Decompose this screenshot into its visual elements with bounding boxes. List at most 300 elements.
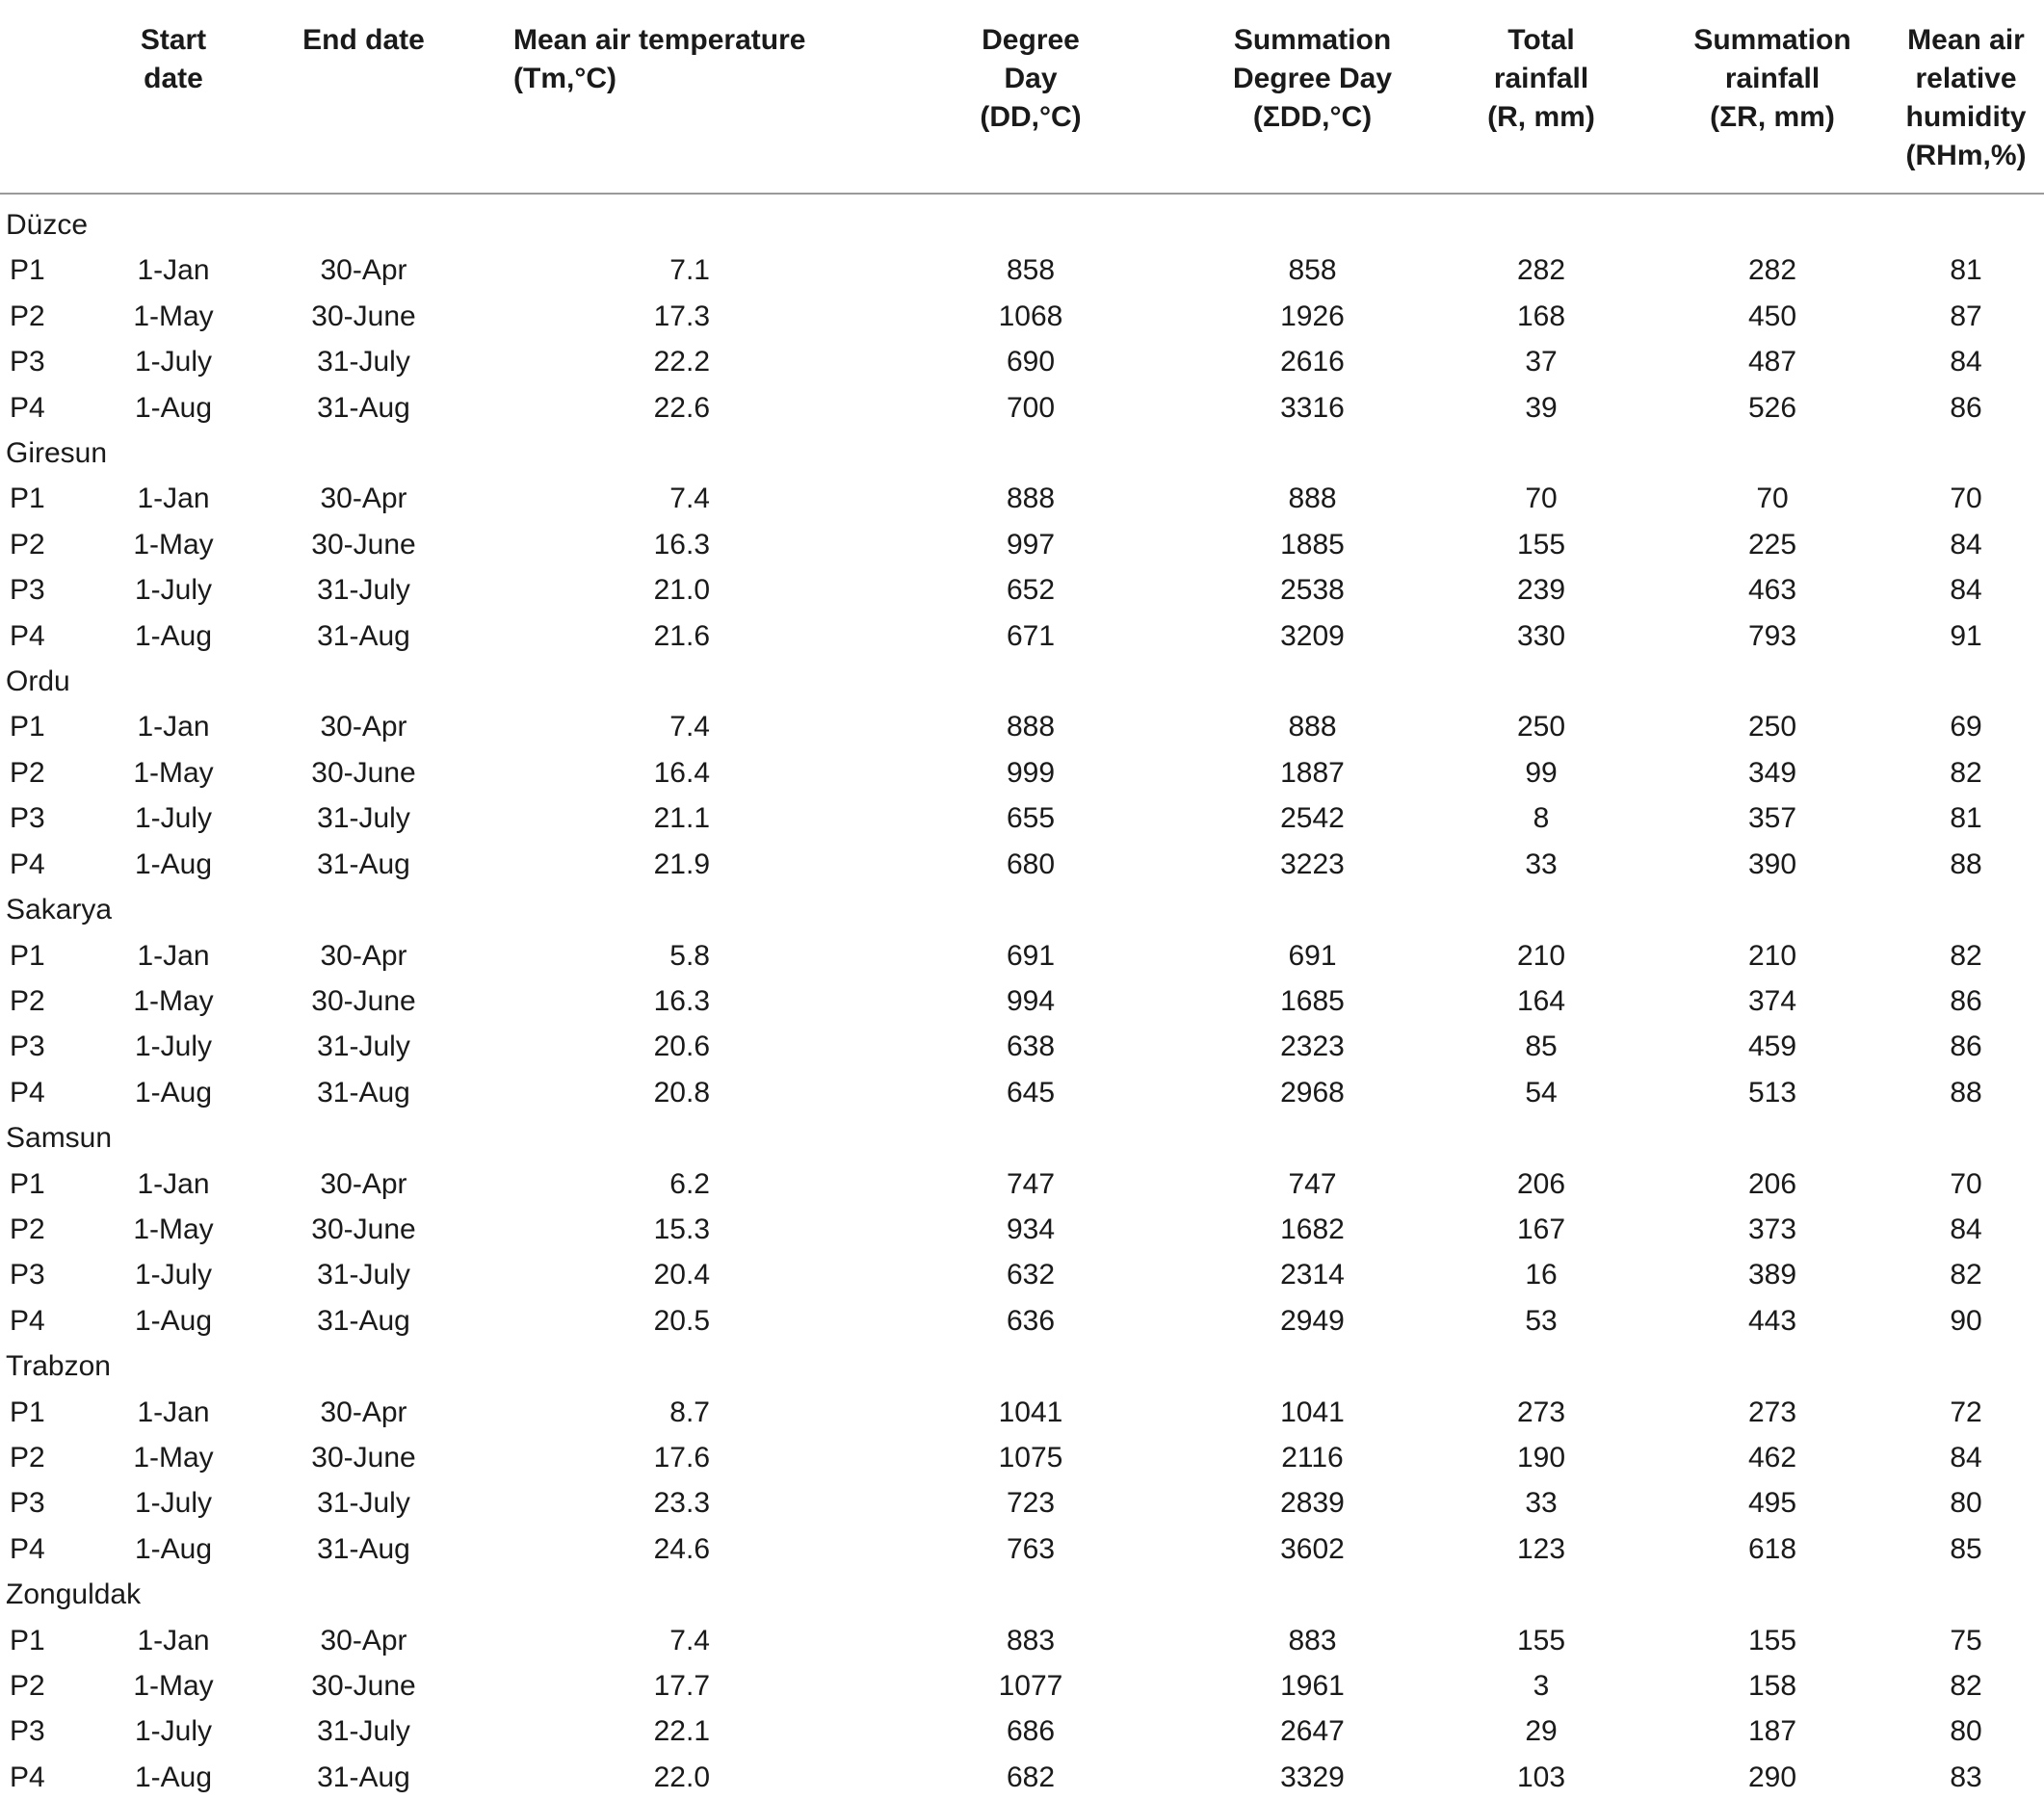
table-row [0, 613, 2044, 659]
table-row [0, 1207, 2044, 1252]
total-rainfall-cell: 167 [1516, 1213, 1566, 1245]
table-row [0, 522, 2044, 567]
summation-rainfall-cell: 443 [1747, 1304, 1797, 1337]
start-date-cell: 1-May [133, 1441, 214, 1474]
summation-rainfall-cell: 450 [1747, 300, 1797, 332]
degree-day-cell: 1075 [998, 1441, 1063, 1474]
table-row [0, 476, 2044, 521]
end-date-cell: 30-Apr [320, 1167, 407, 1200]
degree-day-cell: 888 [1006, 711, 1056, 743]
summation-degree-day-cell: 691 [1288, 939, 1337, 972]
period-cell: P1 [10, 254, 45, 287]
province-name: Trabzon [6, 1350, 111, 1383]
relative-humidity-cell: 69 [1950, 711, 1982, 743]
start-date-cell: 1-Aug [134, 619, 213, 652]
start-date-cell: 1-May [133, 984, 214, 1017]
summation-rainfall-cell: 210 [1747, 939, 1797, 972]
start-date-cell: 1-Jan [137, 1167, 210, 1200]
table-row [0, 750, 2044, 796]
table-row [0, 1663, 2044, 1709]
summation-rainfall-cell: 495 [1747, 1487, 1797, 1520]
header-summation-rainfall [1657, 0, 1888, 194]
relative-humidity-cell: 90 [1950, 1304, 1982, 1337]
period-cell: P4 [10, 1076, 45, 1109]
summation-rainfall-cell: 206 [1747, 1167, 1797, 1200]
total-rainfall-cell: 70 [1525, 483, 1558, 515]
relative-humidity-cell: 85 [1950, 1532, 1982, 1565]
mean-temperature-cell: 21.6 [653, 619, 710, 652]
table-row [0, 385, 2044, 430]
summation-rainfall-cell: 487 [1747, 346, 1797, 378]
group-row [0, 1115, 2044, 1161]
degree-day-cell: 747 [1006, 1167, 1056, 1200]
table-row [0, 1480, 2044, 1526]
end-date-cell: 31-Aug [317, 1304, 410, 1337]
group-row [0, 659, 2044, 704]
mean-temperature-cell: 6.2 [669, 1167, 710, 1200]
total-rainfall-cell: 29 [1525, 1715, 1558, 1748]
degree-day-cell: 690 [1006, 346, 1056, 378]
summation-degree-day-cell: 888 [1288, 483, 1337, 515]
group-row [0, 1343, 2044, 1389]
total-rainfall-cell: 39 [1525, 391, 1558, 424]
header-summation-degree-day [1199, 0, 1426, 194]
summation-rainfall-cell: 526 [1747, 391, 1797, 424]
period-cell: P4 [10, 1761, 45, 1793]
start-date-cell: 1-May [133, 528, 214, 561]
header-mean-relative-humidity [1888, 0, 2044, 194]
total-rainfall-cell: 210 [1516, 939, 1566, 972]
relative-humidity-cell: 75 [1950, 1624, 1982, 1657]
table-row [0, 978, 2044, 1024]
period-cell: P3 [10, 1030, 45, 1063]
summation-rainfall-cell: 513 [1747, 1076, 1797, 1109]
degree-day-cell: 645 [1006, 1076, 1056, 1109]
summation-rainfall-cell: 618 [1747, 1532, 1797, 1565]
summation-degree-day-cell: 883 [1288, 1624, 1337, 1657]
period-cell: P2 [10, 984, 45, 1017]
header-line: rainfall [1724, 63, 1821, 94]
mean-temperature-cell: 22.1 [653, 1715, 710, 1748]
degree-day-cell: 888 [1006, 483, 1056, 515]
summation-degree-day-cell: 2116 [1281, 1441, 1344, 1474]
relative-humidity-cell: 86 [1950, 391, 1982, 424]
province-name: Ordu [6, 665, 70, 698]
group-row [0, 194, 2044, 248]
end-date-cell: 30-June [311, 1670, 416, 1702]
period-cell: P2 [10, 1213, 45, 1245]
total-rainfall-cell: 155 [1516, 1624, 1566, 1657]
degree-day-cell: 934 [1006, 1213, 1056, 1245]
end-date-cell: 31-July [317, 802, 410, 835]
end-date-cell: 30-Apr [320, 1624, 407, 1657]
summation-rainfall-cell: 187 [1747, 1715, 1797, 1748]
mean-temperature-cell: 8.7 [669, 1396, 710, 1428]
summation-degree-day-cell: 2949 [1280, 1304, 1345, 1337]
relative-humidity-cell: 81 [1950, 254, 1982, 287]
summation-degree-day-cell: 3223 [1280, 848, 1345, 880]
end-date-cell: 30-Apr [320, 254, 407, 287]
summation-rainfall-cell: 155 [1747, 1624, 1797, 1657]
header-line: (DD,°C) [980, 101, 1082, 133]
start-date-cell: 1-July [134, 346, 213, 378]
degree-day-cell: 700 [1006, 391, 1056, 424]
group-row [0, 1572, 2044, 1617]
total-rainfall-cell: 33 [1525, 848, 1558, 880]
table-row [0, 796, 2044, 841]
start-date-cell: 1-Jan [137, 254, 210, 287]
header-line: (ΣR, mm) [1710, 101, 1835, 133]
mean-temperature-cell: 20.4 [653, 1259, 710, 1291]
summation-rainfall-cell: 374 [1747, 984, 1797, 1017]
mean-temperature-cell: 22.0 [653, 1761, 710, 1793]
mean-temperature-cell: 16.3 [653, 984, 710, 1017]
table-row [0, 1252, 2044, 1297]
total-rainfall-cell: 54 [1525, 1076, 1558, 1109]
relative-humidity-cell: 84 [1950, 346, 1982, 378]
period-cell: P3 [10, 1715, 45, 1748]
relative-humidity-cell: 91 [1950, 619, 1982, 652]
degree-day-cell: 671 [1006, 619, 1056, 652]
relative-humidity-cell: 84 [1950, 528, 1982, 561]
table-row [0, 248, 2044, 293]
total-rainfall-cell: 168 [1516, 300, 1566, 332]
header-line: End date [302, 24, 425, 56]
start-date-cell: 1-Jan [137, 1396, 210, 1428]
start-date-cell: 1-Aug [134, 1076, 213, 1109]
relative-humidity-cell: 87 [1950, 300, 1982, 332]
mean-temperature-cell: 20.5 [653, 1304, 710, 1337]
table-row [0, 1070, 2044, 1115]
total-rainfall-cell: 8 [1533, 802, 1550, 835]
period-cell: P4 [10, 391, 45, 424]
summation-rainfall-cell: 70 [1756, 483, 1789, 515]
table-row [0, 567, 2044, 613]
mean-temperature-cell: 21.1 [653, 802, 710, 835]
mean-temperature-cell: 17.6 [653, 1441, 710, 1474]
degree-day-cell: 655 [1006, 802, 1056, 835]
start-date-cell: 1-Aug [134, 1532, 213, 1565]
degree-day-cell: 997 [1006, 528, 1056, 561]
period-cell: P1 [10, 483, 45, 515]
header-line: Degree Day [1232, 63, 1393, 94]
summation-degree-day-cell: 1961 [1280, 1670, 1345, 1702]
province-name: Düzce [6, 209, 89, 241]
table-row [0, 704, 2044, 749]
end-date-cell: 30-June [311, 756, 416, 789]
header-line: Summation [1693, 24, 1851, 56]
summation-rainfall-cell: 158 [1747, 1670, 1797, 1702]
relative-humidity-cell: 72 [1950, 1396, 1982, 1428]
mean-temperature-cell: 23.3 [653, 1487, 710, 1520]
degree-day-cell: 652 [1006, 574, 1056, 607]
table-row [0, 842, 2044, 887]
summation-rainfall-cell: 793 [1747, 619, 1797, 652]
total-rainfall-cell: 330 [1516, 619, 1566, 652]
summation-degree-day-cell: 3329 [1280, 1761, 1345, 1793]
degree-day-cell: 686 [1006, 1715, 1056, 1748]
degree-day-cell: 1068 [998, 300, 1063, 332]
table-row [0, 1709, 2044, 1754]
period-cell: P1 [10, 1167, 45, 1200]
total-rainfall-cell: 85 [1525, 1030, 1558, 1063]
summation-rainfall-cell: 357 [1747, 802, 1797, 835]
total-rainfall-cell: 155 [1516, 528, 1566, 561]
summation-degree-day-cell: 1682 [1280, 1213, 1345, 1245]
period-cell: P3 [10, 802, 45, 835]
start-date-cell: 1-Jan [137, 939, 210, 972]
relative-humidity-cell: 86 [1950, 1030, 1982, 1063]
summation-degree-day-cell: 1926 [1280, 300, 1345, 332]
header-line: Day [1004, 63, 1058, 94]
total-rainfall-cell: 250 [1516, 711, 1566, 743]
relative-humidity-cell: 80 [1950, 1487, 1982, 1520]
table-row [0, 339, 2044, 384]
header-line: humidity [1905, 101, 2027, 133]
table-row [0, 933, 2044, 978]
mean-temperature-cell: 7.4 [669, 483, 710, 515]
total-rainfall-cell: 190 [1516, 1441, 1566, 1474]
start-date-cell: 1-May [133, 1670, 214, 1702]
summation-rainfall-cell: 273 [1747, 1396, 1797, 1428]
start-date-cell: 1-May [133, 756, 214, 789]
end-date-cell: 31-July [317, 1259, 410, 1291]
total-rainfall-cell: 239 [1516, 574, 1566, 607]
period-cell: P1 [10, 939, 45, 972]
mean-temperature-cell: 21.9 [653, 848, 710, 880]
period-cell: P2 [10, 1670, 45, 1702]
mean-temperature-cell: 20.6 [653, 1030, 710, 1063]
summation-degree-day-cell: 1041 [1280, 1396, 1345, 1428]
summation-degree-day-cell: 888 [1288, 711, 1337, 743]
summation-degree-day-cell: 2323 [1280, 1030, 1345, 1063]
end-date-cell: 31-July [317, 574, 410, 607]
table-row [0, 1161, 2044, 1207]
relative-humidity-cell: 82 [1950, 1259, 1982, 1291]
end-date-cell: 30-June [311, 1213, 416, 1245]
start-date-cell: 1-July [134, 1030, 213, 1063]
period-cell: P2 [10, 756, 45, 789]
degree-day-cell: 638 [1006, 1030, 1056, 1063]
total-rainfall-cell: 273 [1516, 1396, 1566, 1428]
total-rainfall-cell: 206 [1516, 1167, 1566, 1200]
period-cell: P3 [10, 1487, 45, 1520]
start-date-cell: 1-July [134, 802, 213, 835]
table-row [0, 1755, 2044, 1800]
mean-temperature-cell: 15.3 [653, 1213, 710, 1245]
table-row [0, 1298, 2044, 1343]
mean-temperature-cell: 24.6 [653, 1532, 710, 1565]
summation-degree-day-cell: 3602 [1280, 1532, 1345, 1565]
mean-temperature-cell: 16.4 [653, 756, 710, 789]
end-date-cell: 30-June [311, 300, 416, 332]
start-date-cell: 1-Aug [134, 391, 213, 424]
degree-day-cell: 763 [1006, 1532, 1056, 1565]
degree-day-cell: 723 [1006, 1487, 1056, 1520]
header-line: Degree [982, 24, 1080, 56]
summation-degree-day-cell: 2538 [1280, 574, 1345, 607]
relative-humidity-cell: 82 [1950, 1670, 1982, 1702]
group-row [0, 887, 2044, 932]
mean-temperature-cell: 7.4 [669, 711, 710, 743]
summation-degree-day-cell: 1885 [1280, 528, 1345, 561]
table-row [0, 294, 2044, 339]
table-body [0, 194, 2044, 1800]
header-start-date [106, 0, 241, 194]
period-cell: P4 [10, 619, 45, 652]
start-date-cell: 1-May [133, 300, 214, 332]
end-date-cell: 31-Aug [317, 848, 410, 880]
summation-rainfall-cell: 282 [1747, 254, 1797, 287]
period-cell: P4 [10, 848, 45, 880]
start-date-cell: 1-July [134, 1487, 213, 1520]
end-date-cell: 30-Apr [320, 939, 407, 972]
header-line: Mean air temperature (Tm,°C) [513, 24, 806, 94]
relative-humidity-cell: 88 [1950, 1076, 1982, 1109]
summation-rainfall-cell: 389 [1747, 1259, 1797, 1291]
summation-rainfall-cell: 373 [1747, 1213, 1797, 1245]
group-row [0, 430, 2044, 476]
header-line: (R, mm) [1487, 101, 1595, 133]
end-date-cell: 31-July [317, 346, 410, 378]
province-name: Sakarya [6, 894, 113, 926]
period-cell: P2 [10, 300, 45, 332]
summation-degree-day-cell: 2616 [1280, 346, 1345, 378]
period-cell: P3 [10, 1259, 45, 1291]
start-date-cell: 1-July [134, 1715, 213, 1748]
period-cell: P2 [10, 528, 45, 561]
mean-temperature-cell: 22.6 [653, 391, 710, 424]
table-row [0, 1390, 2044, 1435]
summation-degree-day-cell: 2542 [1280, 802, 1345, 835]
degree-day-cell: 1041 [998, 1396, 1063, 1428]
total-rainfall-cell: 103 [1516, 1761, 1566, 1793]
end-date-cell: 30-Apr [320, 483, 407, 515]
end-date-cell: 30-June [311, 528, 416, 561]
end-date-cell: 31-Aug [317, 1076, 410, 1109]
mean-temperature-cell: 7.4 [669, 1624, 710, 1657]
end-date-cell: 31-Aug [317, 619, 410, 652]
start-date-cell: 1-Jan [137, 483, 210, 515]
header-line: Total [1507, 24, 1575, 56]
end-date-cell: 30-Apr [320, 1396, 407, 1428]
header-line: (RHm,%) [1905, 140, 2027, 171]
total-rainfall-cell: 99 [1525, 756, 1558, 789]
total-rainfall-cell: 37 [1525, 346, 1558, 378]
total-rainfall-cell: 16 [1525, 1259, 1558, 1291]
relative-humidity-cell: 88 [1950, 848, 1982, 880]
total-rainfall-cell: 3 [1533, 1670, 1550, 1702]
degree-day-cell: 1077 [998, 1670, 1063, 1702]
relative-humidity-cell: 70 [1950, 483, 1982, 515]
relative-humidity-cell: 83 [1950, 1761, 1982, 1793]
end-date-cell: 31-July [317, 1487, 410, 1520]
degree-day-cell: 858 [1006, 254, 1056, 287]
summation-rainfall-cell: 459 [1747, 1030, 1797, 1063]
period-cell: P1 [10, 1624, 45, 1657]
summation-degree-day-cell: 3209 [1280, 619, 1345, 652]
relative-humidity-cell: 84 [1950, 574, 1982, 607]
header-line: Summation [1233, 24, 1392, 56]
end-date-cell: 31-July [317, 1030, 410, 1063]
province-name: Zonguldak [6, 1578, 142, 1611]
table-row [0, 1618, 2044, 1663]
relative-humidity-cell: 84 [1950, 1213, 1982, 1245]
summation-degree-day-cell: 1685 [1280, 984, 1345, 1017]
relative-humidity-cell: 81 [1950, 802, 1982, 835]
start-date-cell: 1-July [134, 574, 213, 607]
degree-day-cell: 680 [1006, 848, 1056, 880]
relative-humidity-cell: 84 [1950, 1441, 1982, 1474]
relative-humidity-cell: 82 [1950, 756, 1982, 789]
relative-humidity-cell: 80 [1950, 1715, 1982, 1748]
degree-day-cell: 994 [1006, 984, 1056, 1017]
summation-rainfall-cell: 349 [1747, 756, 1797, 789]
total-rainfall-cell: 164 [1516, 984, 1566, 1017]
mean-temperature-cell: 17.7 [653, 1670, 710, 1702]
mean-temperature-cell: 17.3 [653, 300, 710, 332]
header-mean-air-temperature [486, 0, 862, 194]
summation-degree-day-cell: 747 [1288, 1167, 1337, 1200]
summation-rainfall-cell: 463 [1747, 574, 1797, 607]
degree-day-cell: 691 [1006, 939, 1056, 972]
total-rainfall-cell: 123 [1516, 1532, 1566, 1565]
summation-rainfall-cell: 390 [1747, 848, 1797, 880]
summation-degree-day-cell: 2839 [1280, 1487, 1345, 1520]
relative-humidity-cell: 82 [1950, 939, 1982, 972]
table-header [0, 0, 2044, 194]
header-line: Start date [140, 24, 207, 94]
end-date-cell: 31-Aug [317, 1761, 410, 1793]
degree-day-cell: 636 [1006, 1304, 1056, 1337]
degree-day-cell: 682 [1006, 1761, 1056, 1793]
mean-temperature-cell: 20.8 [653, 1076, 710, 1109]
mean-temperature-cell: 16.3 [653, 528, 710, 561]
start-date-cell: 1-Aug [134, 1304, 213, 1337]
start-date-cell: 1-May [133, 1213, 214, 1245]
mean-temperature-cell: 22.2 [653, 346, 710, 378]
period-cell: P3 [10, 574, 45, 607]
total-rainfall-cell: 33 [1525, 1487, 1558, 1520]
end-date-cell: 30-June [311, 984, 416, 1017]
period-cell: P1 [10, 711, 45, 743]
header-line: relative [1915, 63, 2017, 94]
summation-degree-day-cell: 2647 [1280, 1715, 1345, 1748]
summation-rainfall-cell: 462 [1747, 1441, 1797, 1474]
period-cell: P3 [10, 346, 45, 378]
summation-degree-day-cell: 1887 [1280, 756, 1345, 789]
degree-day-cell: 999 [1006, 756, 1056, 789]
start-date-cell: 1-Aug [134, 848, 213, 880]
province-name: Giresun [6, 437, 108, 470]
mean-temperature-cell: 5.8 [669, 939, 710, 972]
start-date-cell: 1-July [134, 1259, 213, 1291]
header-line: (ΣDD,°C) [1252, 101, 1373, 133]
summation-rainfall-cell: 250 [1747, 711, 1797, 743]
relative-humidity-cell: 86 [1950, 984, 1982, 1017]
summation-rainfall-cell: 225 [1747, 528, 1797, 561]
end-date-cell: 30-Apr [320, 711, 407, 743]
degree-day-cell: 632 [1006, 1259, 1056, 1291]
province-name: Samsun [6, 1122, 113, 1155]
period-cell: P4 [10, 1532, 45, 1565]
period-cell: P2 [10, 1441, 45, 1474]
summation-degree-day-cell: 2968 [1280, 1076, 1345, 1109]
start-date-cell: 1-Jan [137, 711, 210, 743]
table-row [0, 1435, 2044, 1480]
summation-degree-day-cell: 3316 [1280, 391, 1345, 424]
end-date-cell: 30-June [311, 1441, 416, 1474]
